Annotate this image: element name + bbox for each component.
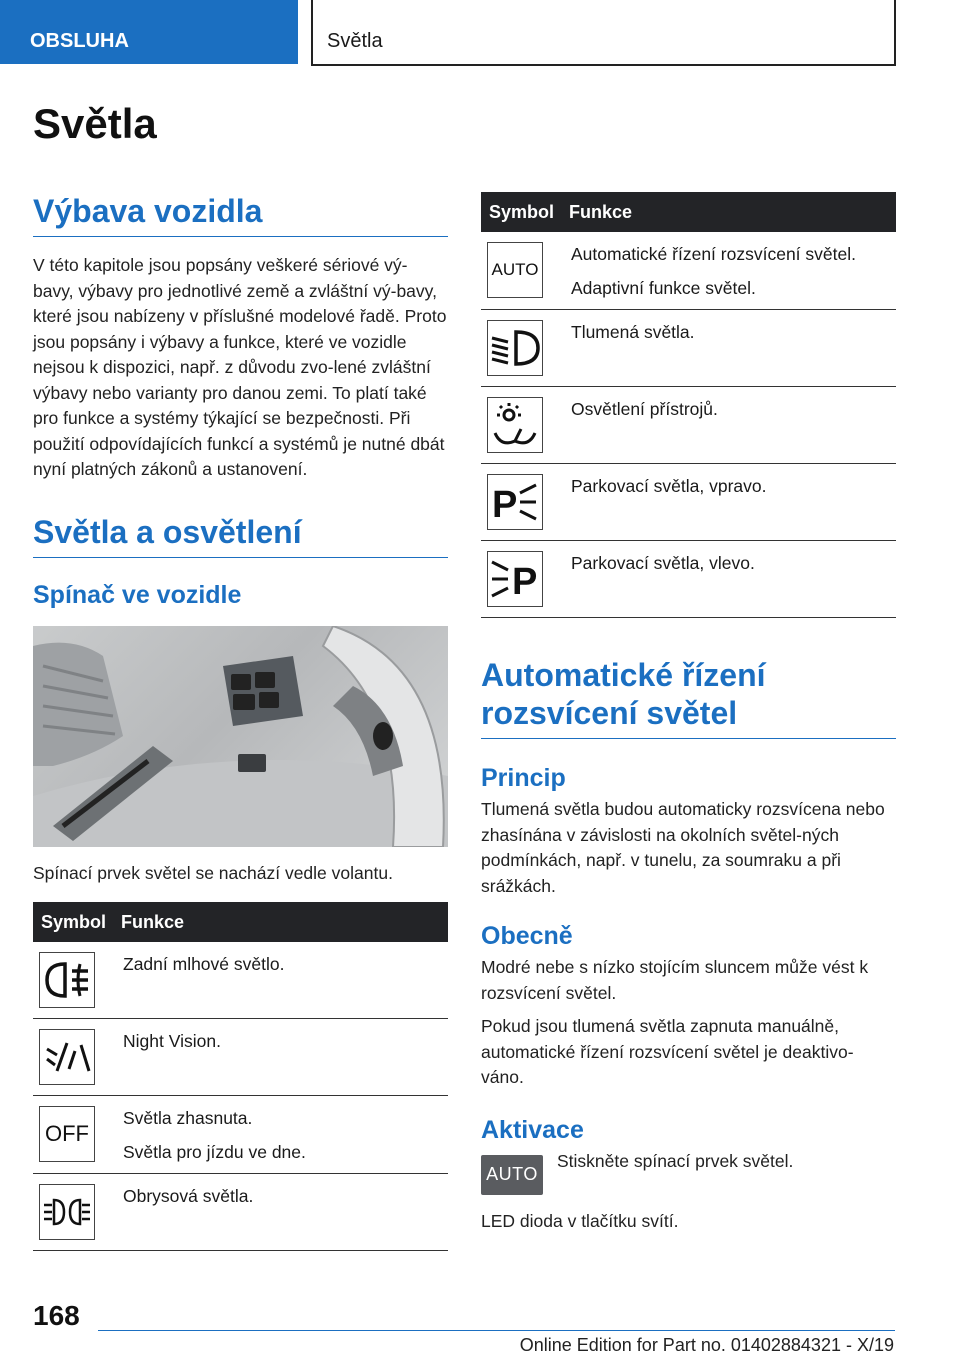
- table-row: [33, 1096, 448, 1174]
- row-text: Obrysová světla.: [123, 1186, 254, 1206]
- edition-note: Online Edition for Part no. 01402884321 - X/19: [519, 1335, 894, 1355]
- table-row: [481, 464, 896, 541]
- row-text: Světla zhasnuta.: [123, 1108, 253, 1128]
- light-switch-photo: [33, 626, 448, 847]
- table-row: [481, 541, 896, 618]
- table-row: [33, 1174, 448, 1251]
- page-title: Světla: [33, 100, 157, 147]
- left-column: [33, 192, 448, 1251]
- paragraph-obecne-1: Modré nebe s nízko stojícím sluncem může vést k rozsvícení světel.: [481, 957, 869, 1003]
- table-row: [481, 232, 896, 310]
- row-text: Tlumená světla.: [571, 322, 695, 342]
- paragraph-aktivace: Stiskněte spínací prvek světel.: [557, 1150, 794, 1171]
- paragraph-vybava: V této kapitole jsou popsány veškeré sériové vý-bavy, výbavy pro jednotlivé země a zvláštní vý-bavy, které jsou nabízeny v příslušné modelové řadě. Proto jsou popsány i výbavy a funkce, které ve vozidle nejsou k dispozici, např. z důvodu zvo-lené zvláštní výbavy nebo varianty pro danou zemi. To platí také pro funkce a systémy týkající se bezpečnosti. Při použití odpovídajících funkcí a systémů je nutné dbát nyní platných zákonů a ustanovení.: [33, 255, 447, 479]
- table-header-symbol: Symbol: [481, 192, 569, 232]
- heading-spinac: Spínač ve vozidle: [33, 580, 242, 609]
- instrument-lighting-icon: [487, 397, 543, 453]
- parking-light-right-icon: [487, 474, 543, 530]
- heading-svetla-osvetleni: Světla a osvětlení: [33, 513, 448, 558]
- low-beam-icon: [487, 320, 543, 376]
- row-text: Osvětlení přístrojů.: [571, 399, 718, 419]
- dashboard-illustration: [33, 626, 448, 847]
- section-header: Světla: [311, 0, 896, 66]
- table-row: [481, 310, 896, 387]
- off-icon: OFF: [39, 1106, 95, 1162]
- table-row: [33, 942, 448, 1019]
- row-text: Parkovací světla, vpravo.: [571, 476, 767, 496]
- auto-button-icon: AUTO: [481, 1155, 543, 1195]
- table-row: [481, 387, 896, 464]
- paragraph-led: LED dioda v tlačítku svítí.: [481, 1210, 679, 1231]
- row-text: Parkovací světla, vlevo.: [571, 553, 755, 573]
- table-header-funkce: Funkce: [121, 902, 448, 942]
- table-row: [33, 1019, 448, 1096]
- footer-divider: [98, 1330, 895, 1331]
- parking-light-left-icon: [487, 551, 543, 607]
- symbol-table-left: [33, 902, 448, 1251]
- row-text: Světla pro jízdu ve dne.: [123, 1141, 306, 1162]
- heading-aktivace: Aktivace: [481, 1115, 584, 1144]
- rear-fog-light-icon: [39, 952, 95, 1008]
- paragraph-princip: Tlumená světla budou automaticky rozsvícena nebo zhasínána v závislosti na okolních světel-ných podmínkách, např. v tunelu, za soumraku a při srážkách.: [481, 799, 885, 896]
- photo-caption: Spínací prvek světel se nachází vedle volantu.: [33, 862, 393, 883]
- right-column: [481, 192, 896, 1234]
- auto-icon: AUTO: [487, 242, 543, 298]
- symbol-table-right: [481, 192, 896, 618]
- row-text: Adaptivní funkce světel.: [571, 277, 756, 298]
- heading-auto-lights: Automatické řízení rozsvícení světel: [481, 656, 896, 739]
- heading-vybava: Výbava vozidla: [33, 192, 448, 237]
- activation-row: [481, 1150, 896, 1195]
- heading-princip: Princip: [481, 764, 566, 792]
- page-number: 168: [33, 1300, 80, 1331]
- chapter-tab: OBSLUHA: [0, 0, 298, 64]
- svg-text:P: P: [492, 484, 518, 525]
- row-text: Zadní mlhové světlo.: [123, 954, 285, 974]
- svg-text:P: P: [512, 561, 538, 602]
- heading-obecne: Obecně: [481, 922, 573, 950]
- night-vision-icon: [39, 1029, 95, 1085]
- paragraph-obecne-2: Pokud jsou tlumená světla zapnuta manuálně, automatické řízení rozsvícení světel je deaktivo-váno.: [481, 1016, 854, 1087]
- row-text: Automatické řízení rozsvícení světel.: [571, 244, 856, 264]
- side-lights-icon: [39, 1184, 95, 1240]
- table-header-symbol: Symbol: [33, 902, 121, 942]
- row-text: Night Vision.: [123, 1031, 221, 1051]
- table-header-funkce: Funkce: [569, 192, 896, 232]
